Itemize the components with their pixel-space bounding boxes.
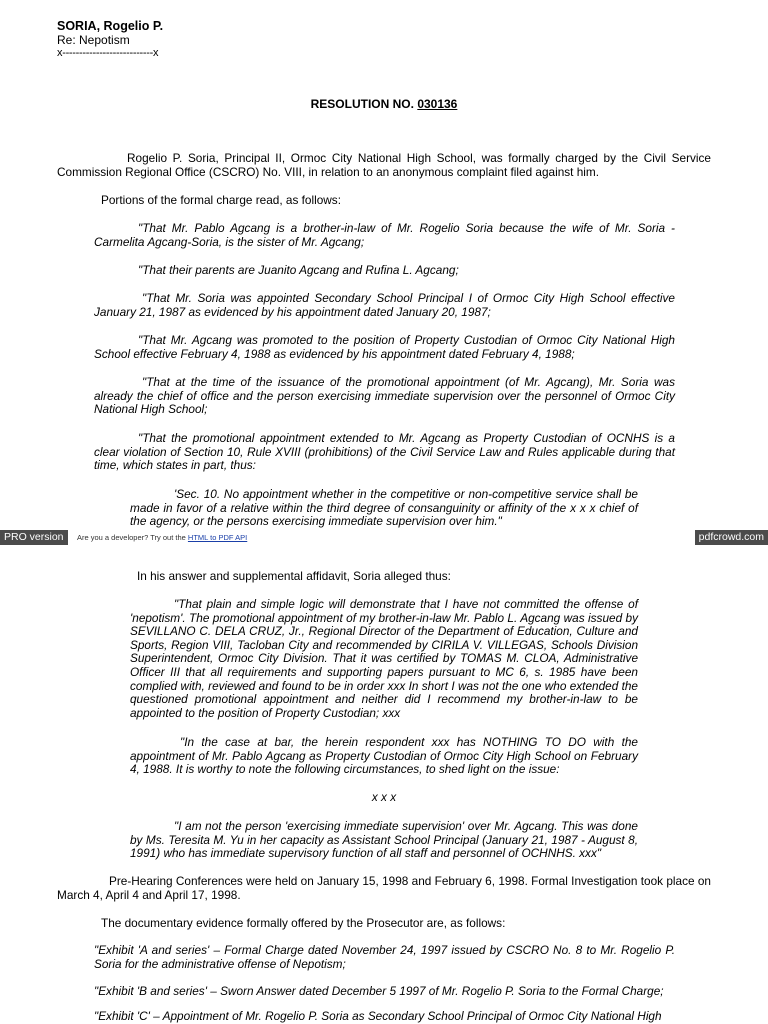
- answer-quote-supervision: "I am not the person 'exercising immediate supervision' over Mr. Agcang. This was done by Ms. Teresita M. Yu in her capacity as Assistant School Principal (January 21, 1987 - August 8, 1991) who has immediate supervisory function of all staff and personnel of OCHNHS. xxx": [130, 819, 638, 861]
- pdfcrowd-badge[interactable]: pdfcrowd.com: [695, 530, 768, 545]
- quote-soria-appointment: "That Mr. Soria was appointed Secondary School Principal I of Ormoc City High School effective January 21, 1987 as evidenced by his appointment dated January 20, 1987;: [94, 291, 675, 319]
- html-to-pdf-api-link[interactable]: HTML to PDF API: [187, 533, 248, 542]
- paragraph-answer: In his answer and supplemental affidavit, Soria alleged thus:: [137, 569, 451, 583]
- caption-divider: x---------------------------x: [57, 47, 159, 59]
- quote-chief-of-office: "That at the time of the issuance of the promotional appointment (of Mr. Agcang), Mr. Soria was already the chief of office and the person exercising immediate supervision over the personnel of Ormoc City National High School;: [94, 375, 675, 417]
- resolution-title: [0, 97, 768, 111]
- paragraph-portions: Portions of the formal charge read, as follows:: [101, 193, 341, 207]
- quote-brother-in-law: "That Mr. Pablo Agcang is a brother-in-law of Mr. Rogelio Soria because the wife of Mr. Soria - Carmelita Agcang-Soria, is the sister of Mr. Agcang;: [94, 221, 675, 249]
- resolution-prefix: RESOLUTION NO.: [310, 97, 414, 111]
- paragraph-hearings: Pre-Hearing Conferences were held on January 15, 1998 and February 6, 1998. Formal Investigation took place on March 4, April 4 and April 17, 1998.: [57, 874, 711, 902]
- exhibit-a: "Exhibit 'A and series' – Formal Charge dated November 24, 1997 issued by CSCRO No. 8 to Mr. Rogelio P. Soria for the administrative offense of Nepotism;: [94, 943, 675, 971]
- paragraph-evidence-intro: The documentary evidence formally offered by the Prosecutor are, as follows:: [101, 916, 506, 930]
- resolution-number: 030136: [417, 97, 458, 111]
- answer-quote-logic: "That plain and simple logic will demonstrate that I have not committed the offense of 'nepotism'. The promotional appointment of my brother-in-law Mr. Pablo L. Agcang was issued by SEVILLANO C. DELA CRUZ, Jr., Regional Director of the Department of Education, Culture and Sports, Region VIII, Tacloban City and recommended by CIRILA V. VILLEGAS, Schools Division Superintendent, Ormoc City Division. That it was certified by TOMAS M. CLOA, Administrative Officer III that all requirements and supporting papers pursuant to MC 6, s. 1985 have been complied with, reviewed and found to be in order xxx In short I was not the one who extended the questioned promotional appointment and neither did I recommend my brother-in-law to be appointed to the position of Property Custodian; xxx: [130, 597, 638, 720]
- quote-violation: "That the promotional appointment extended to Mr. Agcang as Property Custodian of OCNHS is a clear violation of Section 10, Rule XVIII (prohibitions) of the Civil Service Law and Rules applicable during that time, which states in part, thus:: [94, 431, 675, 473]
- exhibit-b: "Exhibit 'B and series' – Sworn Answer dated December 5 1997 of Mr. Rogelio P. Soria to the Formal Charge;: [94, 984, 664, 998]
- answer-quote-case-at-bar: "In the case at bar, the herein respondent xxx has NOTHING TO DO with the appointment of Mr. Pablo Agcang as Property Custodian of Ormoc City High School on February 4, 1988. It is worthy to note the following circumstances, to shed light on the issue:: [130, 735, 638, 777]
- caption-name: SORIA, Rogelio P.: [57, 19, 164, 33]
- ellipsis-marker: x x x: [371, 790, 397, 804]
- developer-promo: [77, 533, 247, 542]
- developer-promo-text: Are you a developer? Try out the: [77, 533, 186, 542]
- quote-section-10: 'Sec. 10. No appointment whether in the competitive or non-competitive service shall be made in favor of a relative within the third degree of consanguinity or affinity of the x x x chief of the agency, or the persons exercising immediate supervision over him.": [130, 487, 638, 529]
- pro-version-badge: PRO version: [0, 530, 68, 545]
- paragraph-intro: Rogelio P. Soria, Principal II, Ormoc City National High School, was formally charged by the Civil Service Commission Regional Office (CSCRO) No. VIII, in relation to an anonymous complaint filed against him.: [57, 151, 711, 179]
- quote-agcang-promotion: "That Mr. Agcang was promoted to the position of Property Custodian of Ormoc City National High School effective February 4, 1988 as evidenced by his appointment dated February 4, 1988;: [94, 333, 675, 361]
- exhibit-c: "Exhibit 'C' – Appointment of Mr. Rogelio P. Soria as Secondary School Principal of Ormoc City National High: [94, 1010, 662, 1023]
- caption-subject: Re: Nepotism: [57, 33, 130, 47]
- quote-parents: "That their parents are Juanito Agcang and Rufina L. Agcang;: [138, 263, 459, 277]
